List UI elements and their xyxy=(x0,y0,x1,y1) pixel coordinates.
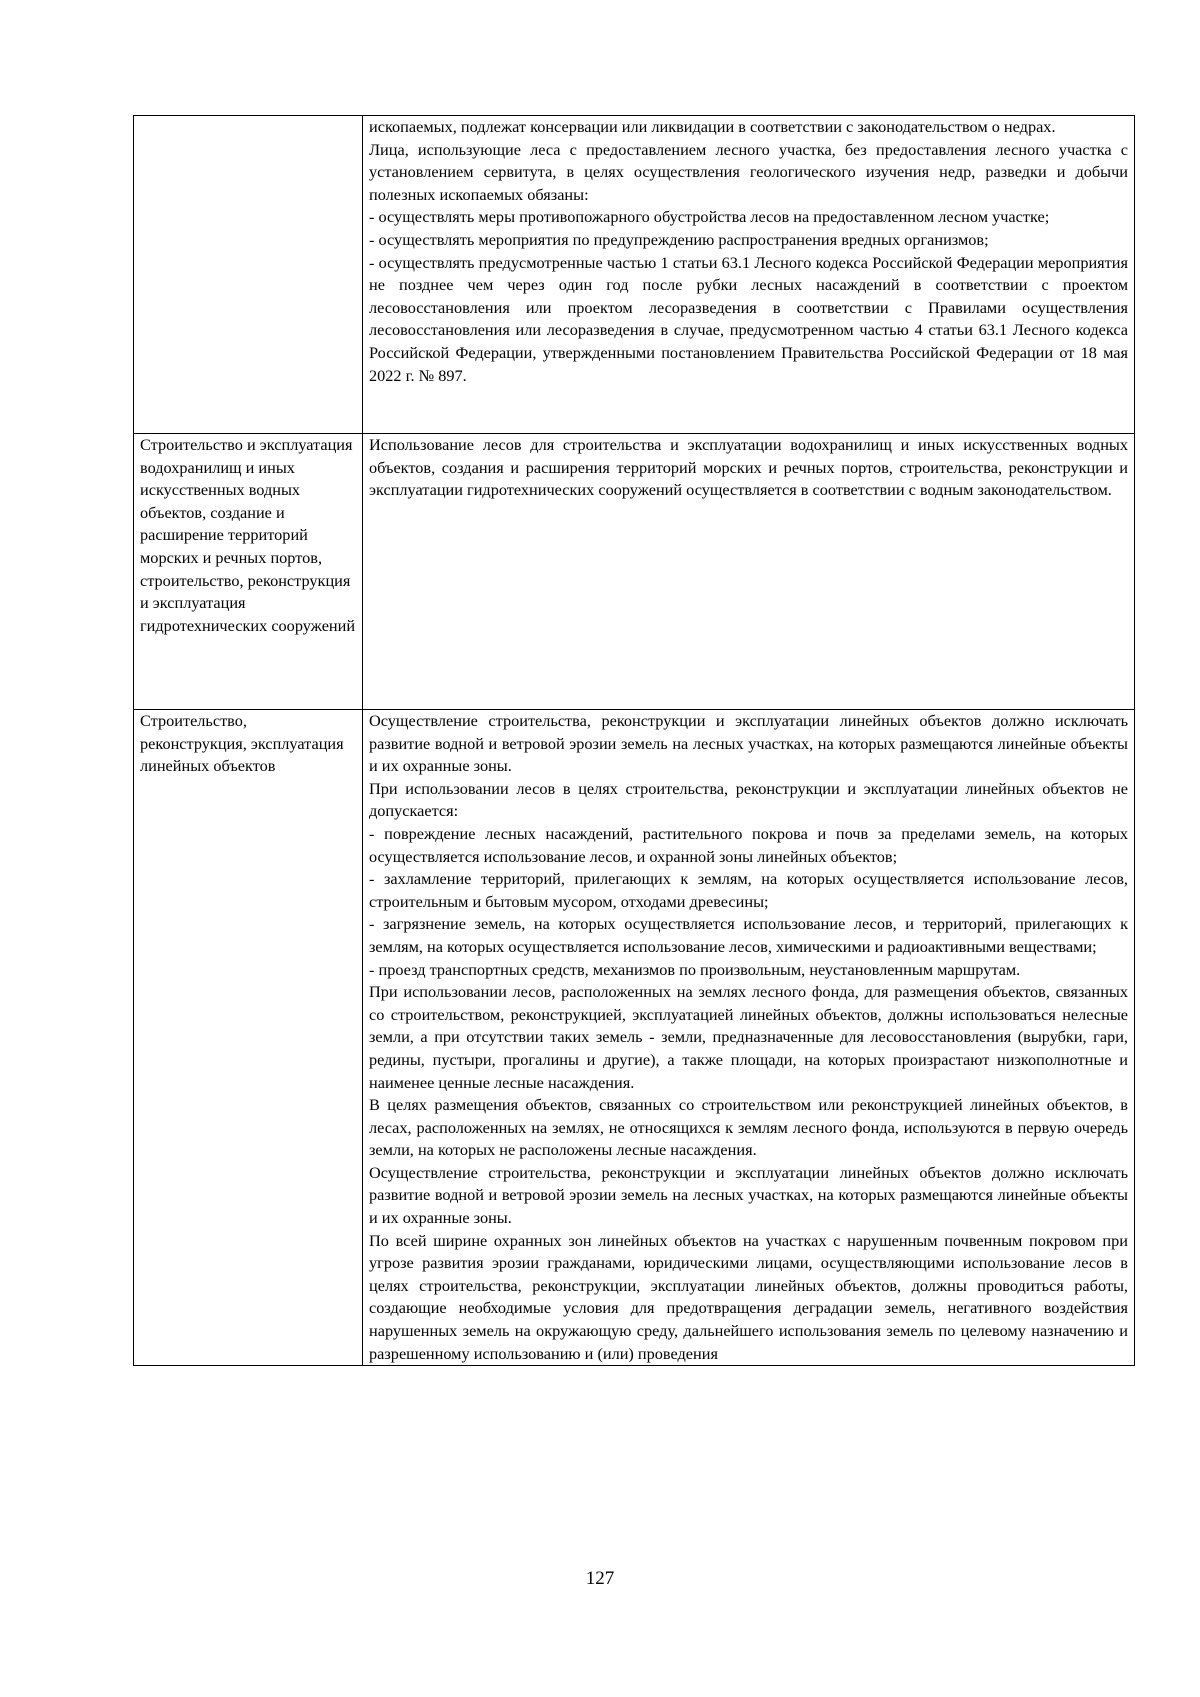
requirements-cell xyxy=(363,710,1135,1366)
activity-type-cell: Строительство, реконструкция, эксплуатация линейных объектов xyxy=(134,710,363,1366)
activity-type-cell xyxy=(134,116,363,434)
table-row xyxy=(134,434,1135,710)
activity-type-cell: Строительство и эксплуатация водохранилищ и иных искусственных водных объектов, создание и расширение территорий морских и речных портов, строительство, реконструкция и эксплуатация гидротехнических сооружений xyxy=(134,434,363,710)
regulations-table xyxy=(133,115,1135,1366)
paragraph: Осуществление строительства, реконструкции и эксплуатации линейных объектов должно исключать развитие водной и ветровой эрозии земель на лесных участках, на которых размещаются линейные объекты и их охранные зоны. xyxy=(369,711,1128,776)
paragraph: - осуществлять мероприятия по предупреждению распространения вредных организмов; xyxy=(369,229,989,249)
paragraph: - загрязнение земель, на которых осуществляется использование лесов, и территорий, прилегающих к землям, на которых осуществляется использование лесов, химическими и радиоактивными веществами; xyxy=(369,914,1128,956)
table-row xyxy=(134,116,1135,434)
paragraph: При использовании лесов, расположенных на землях лесного фонда, для размещения объектов, связанных со строительством, реконструкцией, эксплуатацией линейных объектов, должны использоваться нелесные земли, а при отсутствии таких земель - земли, предназначенные для лесовосстановления (вырубки, гари, редины, пустыри, прогалины и другие), а также площади, на которых произрастают низкополнотные и наименее ценные лесные насаждения. xyxy=(369,982,1128,1092)
table-row xyxy=(134,710,1135,1366)
requirements-cell xyxy=(363,434,1135,710)
paragraph: По всей ширине охранных зон линейных объектов на участках с нарушенным почвенным покровом при угрозе развития эрозии гражданами, юридическими лицами, осуществляющими использование лесов в целях строительства, реконструкции, эксплуатации линейных объектов, должны проводиться работы, создающие необходимые условия для предотвращения деградации земель, негативного воздействия нарушенных земель на окружающую среду, дальнейшего использования земель по целевому назначению и разрешенному использованию и (или) проведения xyxy=(369,1230,1128,1363)
paragraph: Осуществление строительства, реконструкции и эксплуатации линейных объектов должно исключать развитие водной и ветровой эрозии земель на лесных участках, на которых размещаются линейные объекты и их охранные зоны. xyxy=(369,1162,1128,1228)
paragraph: - осуществлять меры противопожарного обустройства лесов на предоставленном лесном участке; xyxy=(369,207,1050,227)
paragraph: В целях размещения объектов, связанных со строительством или реконструкцией линейных объектов, в лесах, расположенных на землях, не относящихся к землям лесного фонда, используются в первую очередь земли, на которых не расположены лесные насаждения. xyxy=(369,1095,1128,1160)
requirements-cell xyxy=(363,116,1135,434)
paragraph: - проезд транспортных средств, механизмов по произвольным, неустановленным маршрутам. xyxy=(369,959,1021,979)
paragraph: - повреждение лесных насаждений, растительного покрова и почв за пределами земель, на которых осуществляется использование лесов, и охранной зоны линейных объектов; xyxy=(369,823,1128,866)
paragraph: Использование лесов для строительства и эксплуатации водохранилищ и иных искусственных водных объектов, создания и расширения территорий морских и речных портов, строительства, реконструкции и эксплуатации гидротехнических сооружений осуществляется в соответствии с водным законодательством. xyxy=(369,435,1128,500)
paragraph: ископаемых, подлежат консервации или ликвидации в соответствии с законодательством о недрах. xyxy=(369,117,1056,136)
page-number: 127 xyxy=(585,1568,615,1589)
paragraph: При использовании лесов в целях строительства, реконструкции и эксплуатации линейных объектов не допускается: xyxy=(369,778,1128,821)
paragraph: Лица, использующие леса с предоставлением лесного участка, без предоставления лесного участка с установлением сервитута, в целях осуществления геологического изучения недр, разведки и добычи полезных ископаемых обязаны: xyxy=(369,139,1128,204)
paragraph: - осуществлять предусмотренные частью 1 статьи 63.1 Лесного кодекса Российской Федерации мероприятия не позднее чем через один год после рубки лесных насаждений в соответствии с проектом лесовосстановления или проектом лесоразведения в соответствии с Правилами осуществления лесовосстановления или лесоразведения в случае, предусмотренном частью 4 статьи 63.1 Лесного кодекса Российской Федерации, утвержденными постановлением Правительства Российской Федерации от 18 мая 2022 г. № 897. xyxy=(369,252,1128,385)
paragraph: - захламление территорий, прилегающих к землям, на которых осуществляется использование лесов, строительным и бытовым мусором, отходами древесины; xyxy=(369,869,1128,911)
